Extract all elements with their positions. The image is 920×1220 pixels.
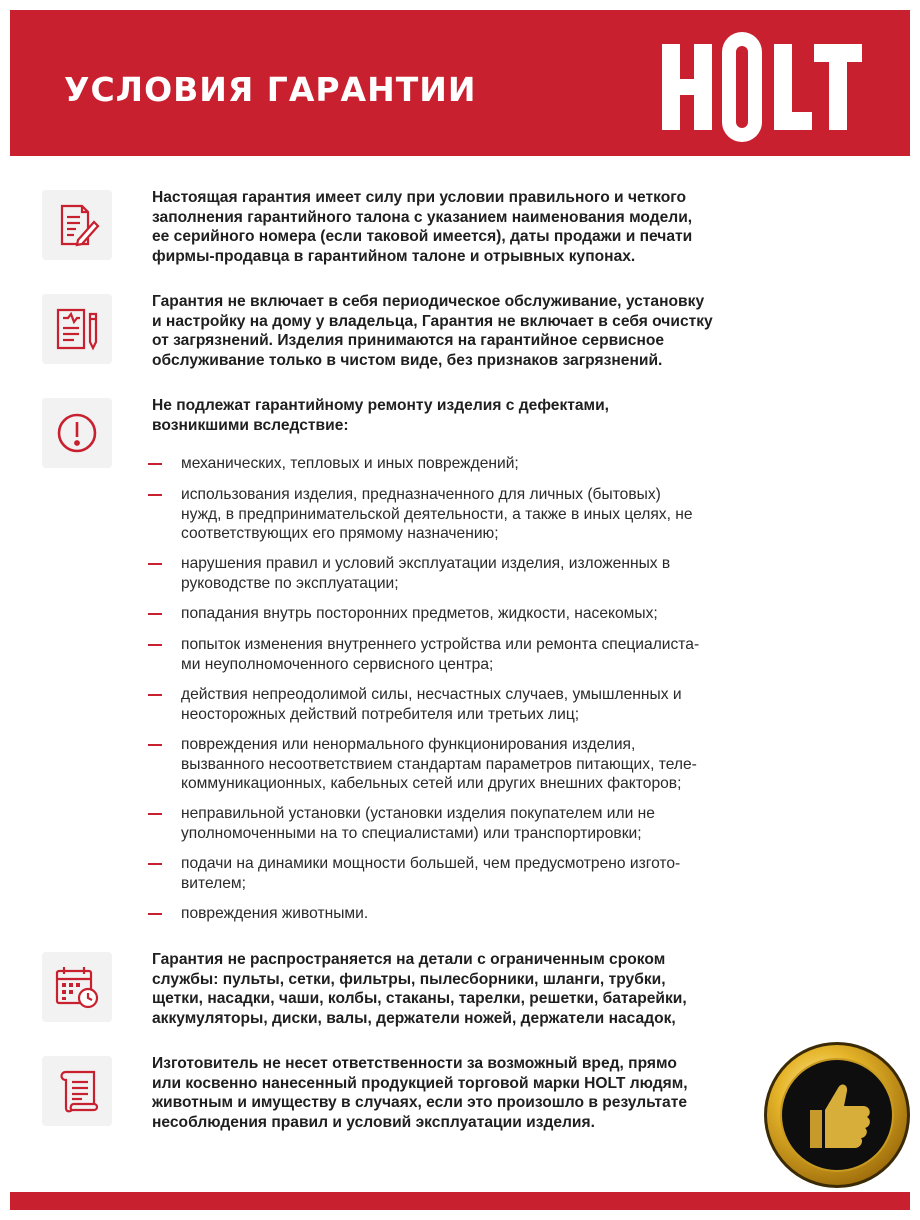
dash-bullet	[148, 913, 162, 915]
exclamation-icon	[54, 410, 100, 456]
dash-bullet	[148, 744, 162, 746]
thumbs-up-badge-icon	[762, 1040, 912, 1190]
dash-bullet	[148, 863, 162, 865]
exclamation-icon-box	[42, 398, 112, 468]
section-1-text: Настоящая гарантия имеет силу при условии правильного и четкого заполнения гарантийного талона с указанием наименования модели, ее серийного номера (если таковой имеется), даты продажи и печати фирмы-продавца в гарантийном талоне и отрывных купонах.	[152, 189, 693, 265]
header-banner	[10, 10, 910, 156]
calendar-clock-icon-box	[42, 952, 112, 1022]
calendar-clock-icon	[54, 964, 100, 1010]
dash-bullet	[148, 813, 162, 815]
dash-bullet	[148, 644, 162, 646]
document-pen-icon	[54, 202, 100, 248]
dash-bullet	[148, 563, 162, 565]
dash-bullet	[148, 494, 162, 496]
document-pencil-icon	[54, 306, 100, 352]
scroll-icon-box	[42, 1056, 112, 1126]
section-3-text: Не подлежат гарантийному ремонту изделия с дефектами, возникшими вследствие:	[152, 397, 610, 434]
document-pencil-icon-box	[42, 294, 112, 364]
footer-bar	[10, 1192, 910, 1210]
scroll-icon	[54, 1068, 100, 1114]
document-pen-icon-box	[42, 190, 112, 260]
page-title: УСЛОВИЯ ГАРАНТИИ	[64, 70, 477, 109]
dash-bullet	[148, 613, 162, 615]
section-5-text: Изготовитель не несет ответственности за возможный вред, прямо или косвенно нанесенный продукцией торговой марки HOLT людям, животным и имуществу в случаях, если это произошло в результате несоблюдения правил и условий эксплуатации изделия.	[152, 1055, 688, 1131]
holt-logo	[662, 32, 862, 142]
dash-bullet	[148, 463, 162, 465]
dash-bullet	[148, 694, 162, 696]
section-4-text: Гарантия не распространяется на детали с ограниченным сроком службы: пульты, сетки, фильтры, пылесборники, шланги, трубки, щетки, насадки, чаши, колбы, стаканы, тарелки, решетки, батарейки, аккумуляторы, диски, валы, держатели ножей, держатели насадок,	[152, 951, 687, 1027]
section-2-text: Гарантия не включает в себя периодическое обслуживание, установку и настройку на дому у владельца, Гарантия не включает в себя очистку от загрязнений. Изделия принимаются на гарантийное сервисное обслуживание только в чистом виде, без признаков загрязнений.	[152, 293, 713, 369]
